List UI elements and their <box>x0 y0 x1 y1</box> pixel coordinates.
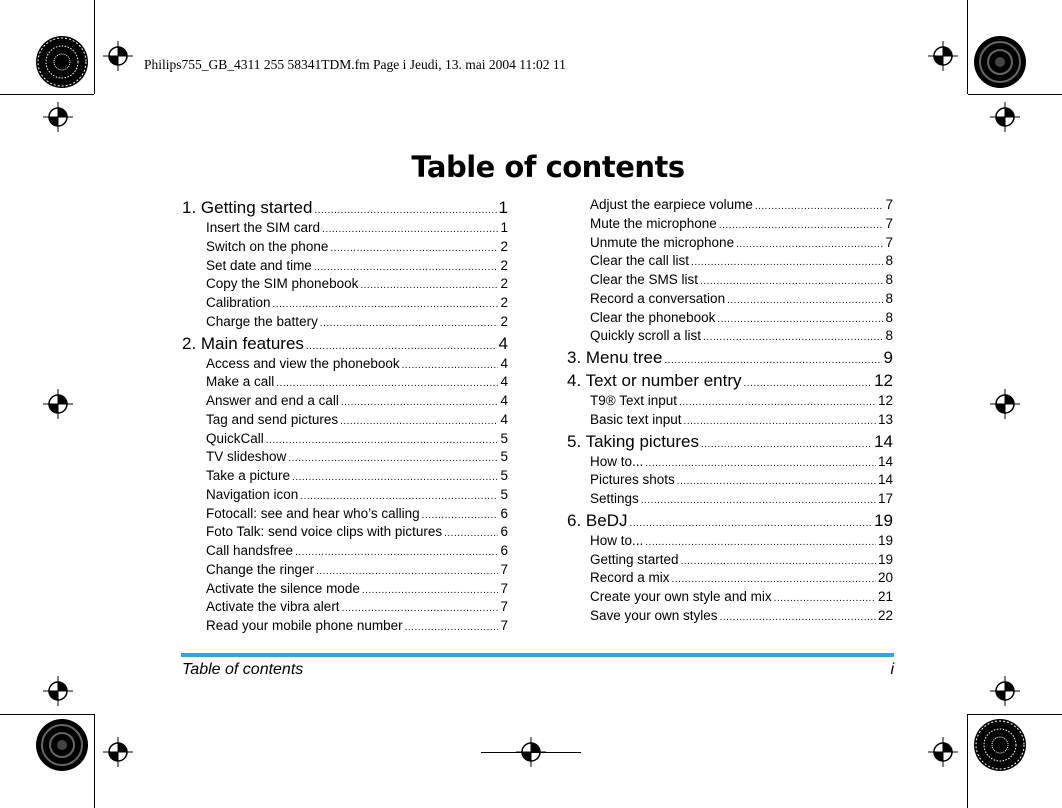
toc-page-number: 4 <box>498 333 508 353</box>
toc-entry-title: TV slideshow <box>206 449 287 465</box>
toc-page-number: 14 <box>877 453 893 469</box>
toc-entry-title: How to... <box>590 532 644 548</box>
toc-leader-dots <box>719 217 884 234</box>
toc-entry-title: How to... <box>590 453 644 469</box>
toc-page-number: 2 <box>500 238 508 254</box>
toc-leader-dots <box>641 492 876 509</box>
toc-section-entry[interactable] <box>567 588 893 607</box>
toc-entry-title: Getting started <box>590 551 679 567</box>
toc-entry-title: Clear the phonebook <box>590 309 716 325</box>
toc-section-entry[interactable] <box>567 453 893 472</box>
toc-page-number: 5 <box>500 486 508 502</box>
star-target-icon <box>972 717 1028 773</box>
toc-entry-title: Switch on the phone <box>206 238 329 254</box>
toc-page-number: 4 <box>500 393 508 408</box>
toc-section-entry[interactable] <box>182 598 508 617</box>
toc-entry-title: Save your own styles <box>590 607 718 623</box>
toc-leader-dots <box>341 394 499 411</box>
toc-chapter-entry[interactable] <box>182 197 508 219</box>
toc-entry-title: Insert the SIM card <box>206 220 321 235</box>
toc-section-entry[interactable] <box>182 486 508 505</box>
toc-chapter-entry[interactable] <box>182 333 508 355</box>
toc-section-entry[interactable] <box>182 467 508 486</box>
toc-leader-dots <box>316 563 498 580</box>
toc-leader-dots <box>342 600 499 617</box>
toc-leader-dots <box>362 582 499 599</box>
toc-entry-title: QuickCall <box>206 430 264 446</box>
registration-crosshair-icon <box>43 102 73 132</box>
toc-entry-title: Clear the SMS list <box>590 272 699 287</box>
toc-leader-dots <box>755 198 884 215</box>
toc-entry-title: Adjust the earpiece volume <box>590 197 753 212</box>
toc-entry-title: Basic text input <box>590 411 682 427</box>
toc-page-number: 5 <box>500 449 508 465</box>
toc-page-number: 19 <box>874 510 893 530</box>
toc-leader-dots <box>314 200 496 219</box>
registration-crosshair-icon <box>990 102 1020 132</box>
trim-mark <box>0 714 94 715</box>
toc-leader-dots <box>405 619 499 636</box>
toc-section-entry[interactable] <box>567 234 893 253</box>
toc-section-entry[interactable] <box>182 580 508 599</box>
toc-section-entry[interactable] <box>182 505 508 524</box>
toc-leader-dots <box>701 434 872 453</box>
trim-mark <box>968 714 1062 715</box>
trim-mark <box>481 752 581 753</box>
toc-page-number: 5 <box>500 468 508 483</box>
toc-leader-dots <box>774 590 876 607</box>
toc-leader-dots <box>422 507 499 524</box>
toc-leader-dots <box>720 609 876 626</box>
toc-leader-dots <box>700 273 883 290</box>
toc-entry-title: 4. Text or number entry <box>567 371 742 390</box>
toc-entry-title: Fotocall: see and hear who’s calling <box>206 505 420 521</box>
toc-entry-title: Record a conversation <box>590 290 726 306</box>
toc-leader-dots <box>340 413 498 430</box>
toc-entry-title: Make a call <box>206 374 275 390</box>
toc-page-number: 8 <box>885 290 893 306</box>
toc-entry-title: Mute the microphone <box>590 215 717 231</box>
toc-section-entry[interactable] <box>567 569 893 588</box>
toc-section-entry[interactable] <box>567 196 893 215</box>
toc-page-number: 8 <box>885 272 893 287</box>
toc-entry-title: 1. Getting started <box>182 198 313 217</box>
toc-entry-title: Activate the vibra alert <box>206 599 340 615</box>
file-info-header: Philips755_GB_4311 255 58341TDM.fm Page i Jeudi, 13. mai 2004 11:02 11 <box>144 57 566 72</box>
toc-entry-title: Pictures shots <box>590 472 675 488</box>
toc-leader-dots <box>684 413 876 430</box>
toc-entry-title: 2. Main features <box>182 333 304 353</box>
toc-leader-dots <box>645 534 876 551</box>
toc-chapter-entry[interactable] <box>567 431 893 453</box>
toc-page-number: 9 <box>883 348 893 367</box>
toc-section-entry[interactable] <box>567 411 893 430</box>
toc-page-number: 8 <box>885 253 893 269</box>
registration-crosshair-icon <box>928 41 958 71</box>
toc-leader-dots <box>717 311 883 328</box>
toc-entry-title: Record a mix <box>590 570 670 586</box>
toc-section-entry[interactable] <box>567 490 893 509</box>
toc-section-entry[interactable] <box>567 607 893 626</box>
toc-page-number: 4 <box>500 374 508 390</box>
toc-section-entry[interactable] <box>567 532 893 551</box>
toc-page-number: 7 <box>500 599 508 615</box>
toc-page-number: 22 <box>877 607 893 623</box>
toc-section-entry[interactable] <box>567 271 893 290</box>
toc-leader-dots <box>295 544 498 561</box>
toc-section-entry[interactable] <box>182 430 508 449</box>
toc-leader-dots <box>629 513 872 532</box>
toc-leader-dots <box>276 375 498 392</box>
toc-left-column <box>182 196 508 636</box>
toc-page-number: 8 <box>885 328 893 344</box>
toc-page-number: 7 <box>500 561 508 577</box>
toc-entry-title: Read your mobile phone number <box>206 618 403 633</box>
trim-mark <box>94 714 95 808</box>
trim-mark <box>0 94 94 95</box>
registration-crosshair-icon <box>990 676 1020 706</box>
toc-section-entry[interactable] <box>182 448 508 467</box>
toc-entry-title: Tag and send pictures <box>206 411 339 427</box>
toc-page-number: 17 <box>877 491 893 506</box>
toc-page-number: 13 <box>877 411 893 427</box>
toc-page-number: 2 <box>500 313 508 329</box>
toc-leader-dots <box>360 277 498 294</box>
toc-page-number: 4 <box>500 355 508 371</box>
toc-page-number: 6 <box>500 505 508 521</box>
toc-entry-title: Take a picture <box>206 468 291 483</box>
trim-mark <box>968 94 1062 95</box>
toc-leader-dots <box>672 571 876 588</box>
toc-section-entry[interactable] <box>182 219 508 238</box>
trim-mark <box>94 0 95 94</box>
toc-entry-title: Quickly scroll a list <box>590 328 702 344</box>
toc-page-number: 2 <box>500 276 508 292</box>
page-title: Table of contents <box>411 150 685 184</box>
toc-page-number: 12 <box>877 393 893 408</box>
registration-crosshair-icon <box>103 41 133 71</box>
toc-page-number: 4 <box>500 411 508 427</box>
footer-page-number: i <box>890 661 894 678</box>
toc-entry-title: 3. Menu tree <box>567 348 663 367</box>
toc-leader-dots <box>703 329 883 346</box>
toc-section-entry[interactable] <box>182 392 508 411</box>
registration-crosshair-icon <box>103 737 133 767</box>
star-target-icon <box>34 717 90 773</box>
toc-section-entry[interactable] <box>182 257 508 276</box>
toc-chapter-entry[interactable] <box>567 370 893 392</box>
toc-section-entry[interactable] <box>567 551 893 570</box>
toc-page-number: 19 <box>877 551 893 567</box>
toc-entry-title: Create your own style and mix <box>590 589 772 604</box>
toc-section-entry[interactable] <box>182 411 508 430</box>
toc-leader-dots <box>444 525 498 542</box>
toc-page-number: 7 <box>885 215 893 231</box>
toc-section-entry[interactable] <box>567 252 893 271</box>
registration-crosshair-icon <box>990 389 1020 419</box>
toc-section-entry[interactable] <box>182 542 508 561</box>
toc-leader-dots <box>727 292 883 309</box>
star-target-icon <box>972 34 1028 90</box>
toc-section-entry[interactable] <box>567 327 893 346</box>
toc-page-number: 6 <box>500 524 508 540</box>
toc-leader-dots <box>322 221 498 238</box>
toc-leader-dots <box>314 259 499 276</box>
toc-section-entry[interactable] <box>182 373 508 392</box>
toc-section-entry[interactable] <box>182 313 508 332</box>
trim-mark <box>967 0 968 94</box>
toc-section-entry[interactable] <box>182 355 508 374</box>
toc-section-entry[interactable] <box>182 561 508 580</box>
toc-page-number: 7 <box>500 618 508 633</box>
toc-right-column <box>567 196 893 626</box>
toc-section-entry[interactable] <box>182 523 508 542</box>
toc-leader-dots <box>645 455 876 472</box>
toc-section-entry[interactable] <box>567 392 893 411</box>
toc-section-entry[interactable] <box>567 471 893 490</box>
toc-leader-dots <box>266 432 499 449</box>
toc-page-number: 19 <box>877 532 893 548</box>
toc-page-number: 21 <box>877 589 893 604</box>
toc-entry-title: 6. BeDJ <box>567 510 628 530</box>
toc-leader-dots <box>288 450 498 467</box>
toc-entry-title: Answer and end a call <box>206 393 339 408</box>
toc-entry-title: Access and view the phonebook <box>206 355 400 371</box>
toc-page-number: 14 <box>877 472 893 488</box>
toc-page-number: 6 <box>500 543 508 558</box>
toc-entry-title: Unmute the microphone <box>590 234 735 250</box>
toc-page-number: 14 <box>874 431 893 451</box>
toc-entry-title: T9® Text input <box>590 393 677 408</box>
toc-leader-dots <box>681 553 876 570</box>
toc-leader-dots <box>736 236 883 253</box>
registration-crosshair-icon <box>43 676 73 706</box>
toc-entry-title: Settings <box>590 491 639 506</box>
toc-leader-dots <box>330 240 498 257</box>
toc-entry-title: Copy the SIM phonebook <box>206 276 359 292</box>
toc-entry-title: Charge the battery <box>206 313 318 329</box>
toc-page-number: 1 <box>500 220 508 235</box>
registration-crosshair-icon <box>43 389 73 419</box>
toc-leader-dots <box>744 373 873 392</box>
toc-entry-title: 5. Taking pictures <box>567 431 699 451</box>
toc-section-entry[interactable] <box>567 290 893 309</box>
footer-rule <box>181 653 894 657</box>
toc-section-entry[interactable] <box>182 617 508 636</box>
toc-section-entry[interactable] <box>182 294 508 313</box>
toc-leader-dots <box>691 254 883 271</box>
toc-entry-title: Calibration <box>206 295 271 310</box>
toc-leader-dots <box>320 315 499 332</box>
toc-entry-title: Activate the silence mode <box>206 580 360 596</box>
toc-page-number: 5 <box>500 430 508 446</box>
toc-section-entry[interactable] <box>567 215 893 234</box>
toc-page-number: 7 <box>500 580 508 596</box>
star-target-icon <box>34 34 90 90</box>
toc-chapter-entry[interactable] <box>567 347 893 369</box>
toc-leader-dots <box>300 488 498 505</box>
toc-leader-dots <box>292 469 498 486</box>
toc-leader-dots <box>273 296 499 313</box>
trim-mark <box>967 714 968 808</box>
toc-leader-dots <box>679 394 876 411</box>
footer-section-title: Table of contents <box>182 661 304 678</box>
toc-entry-title: Foto Talk: send voice clips with pictures <box>206 524 443 540</box>
toc-leader-dots <box>677 473 876 490</box>
toc-entry-title: Change the ringer <box>206 561 315 577</box>
registration-crosshair-icon <box>928 737 958 767</box>
toc-entry-title: Call handsfree <box>206 543 294 558</box>
toc-chapter-entry[interactable] <box>567 510 893 532</box>
toc-leader-dots <box>402 357 499 374</box>
toc-page-number: 7 <box>885 234 893 250</box>
toc-page-number: 12 <box>874 371 893 390</box>
toc-page-number: 7 <box>885 197 893 212</box>
toc-entry-title: Clear the call list <box>590 253 690 269</box>
toc-leader-dots <box>306 336 497 355</box>
toc-page-number: 1 <box>498 198 508 217</box>
toc-page-number: 8 <box>885 309 893 325</box>
toc-section-entry[interactable] <box>182 238 508 257</box>
toc-leader-dots <box>664 350 881 369</box>
toc-section-entry[interactable] <box>567 309 893 328</box>
toc-entry-title: Navigation icon <box>206 486 299 502</box>
toc-page-number: 2 <box>500 295 508 310</box>
toc-page-number: 2 <box>500 257 508 273</box>
toc-entry-title: Set date and time <box>206 257 312 273</box>
toc-page-number: 20 <box>877 570 893 586</box>
toc-section-entry[interactable] <box>182 275 508 294</box>
